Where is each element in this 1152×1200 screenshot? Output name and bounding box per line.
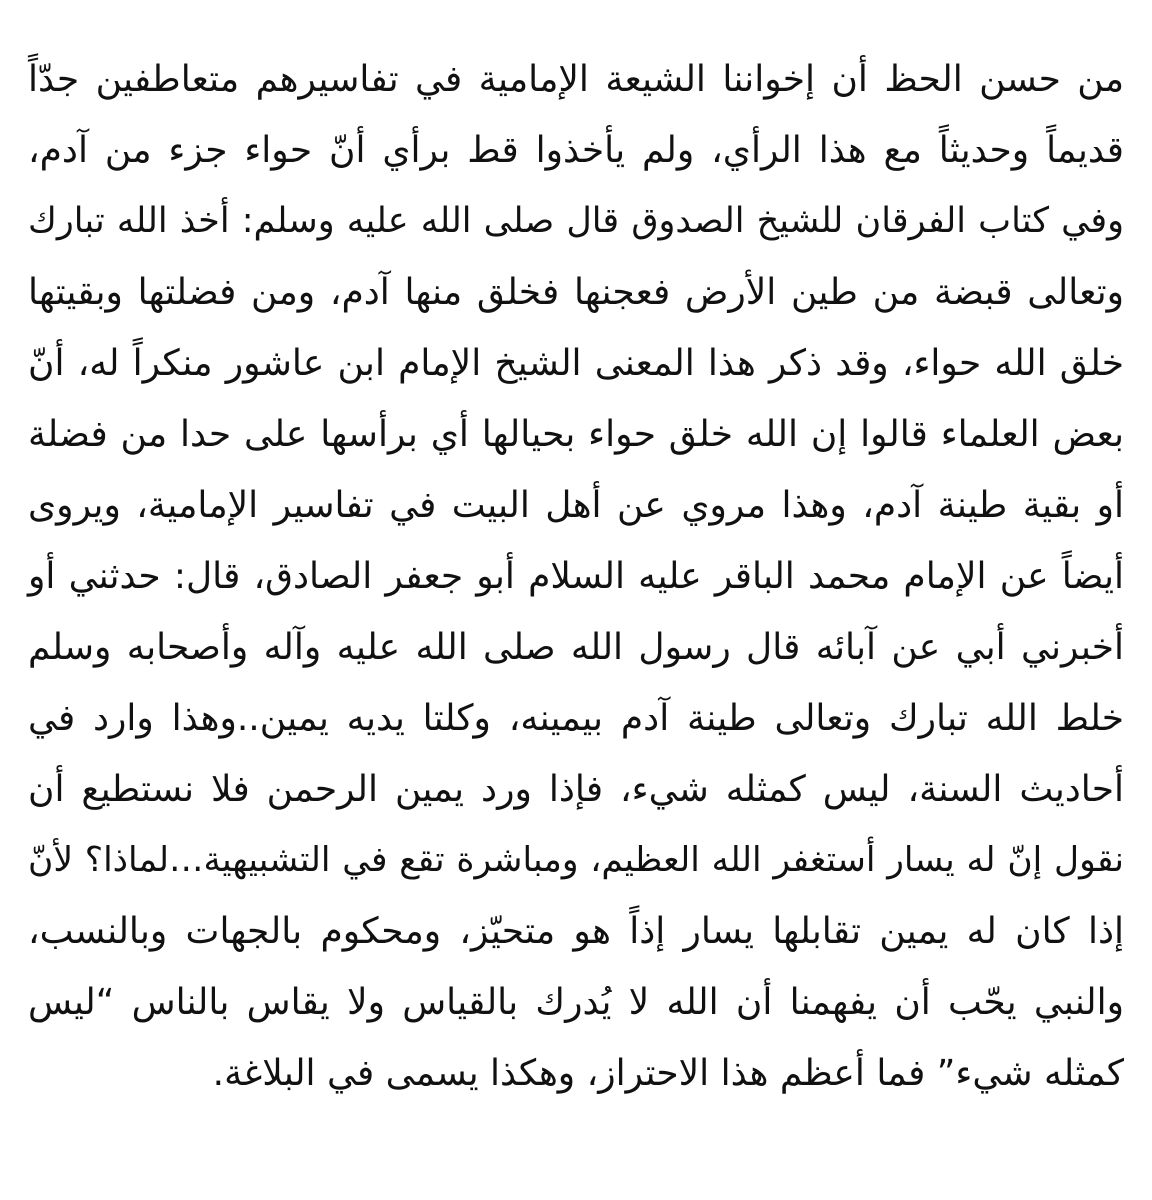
text-line-4: وتعالى قبضة من طين الأرض فعجنها فخلق منها آدم، ومن فضلتها وبقيتها [28, 272, 1124, 313]
text-page [28, 44, 1124, 1164]
text-line-9: أخبرني أبي عن آبائه قال رسول الله صلى الله عليه وآله وأصحابه وسلم [28, 627, 1124, 668]
text-line-12: نقول إنّ له يسار أستغفر الله العظيم، ومباشرة تقع في التشبيهية…لماذا؟ لأنّ [28, 840, 1124, 880]
text-line-15: كمثله شيء” فما أعظم هذا الاحتراز، وهكذا يسمى في البلاغة. [212, 1053, 1124, 1094]
text-line-10: خلط الله تبارك وتعالى طينة آدم بيمينه، وكلتا يديه يمين..وهذا وارد في [28, 698, 1124, 739]
text-line-7: أو بقية طينة آدم، وهذا مروي عن أهل البيت في تفاسير الإمامية، ويروى [28, 485, 1124, 526]
text-line-5: خلق الله حواء، وقد ذكر هذا المعنى الشيخ الإمام ابن عاشور منكراً له، أنّ [28, 343, 1124, 384]
text-line-14: والنبي يحّب أن يفهمنا أن الله لا يُدرك بالقياس ولا يقاس بالناس “ليس [28, 982, 1124, 1023]
text-line-8: أيضاً عن الإمام محمد الباقر عليه السلام أبو جعفر الصادق، قال: حدثني أو [28, 556, 1124, 597]
text-line-13: إذا كان له يمين تقابلها يسار إذاً هو متحيّز، ومحكوم بالجهات وبالنسب، [28, 911, 1124, 952]
text-line-3: وفي كتاب الفرقان للشيخ الصدوق قال صلى الله عليه وسلم: أخذ الله تبارك [28, 201, 1124, 241]
text-line-1: من حسن الحظ أن إخواننا الشيعة الإمامية في تفاسيرهم متعاطفين جدّاً [28, 59, 1124, 100]
text-line-6: بعض العلماء قالوا إن الله خلق حواء بحيالها أي برأسها على حدا من فضلة [28, 414, 1124, 455]
text-line-11: أحاديث السنة، ليس كمثله شيء، فإذا ورد يمين الرحمن فلا نستطيع أن [28, 769, 1124, 810]
text-line-2: قديماً وحديثاً مع هذا الرأي، ولم يأخذوا قط برأي أنّ حواء جزء من آدم، [28, 130, 1124, 171]
